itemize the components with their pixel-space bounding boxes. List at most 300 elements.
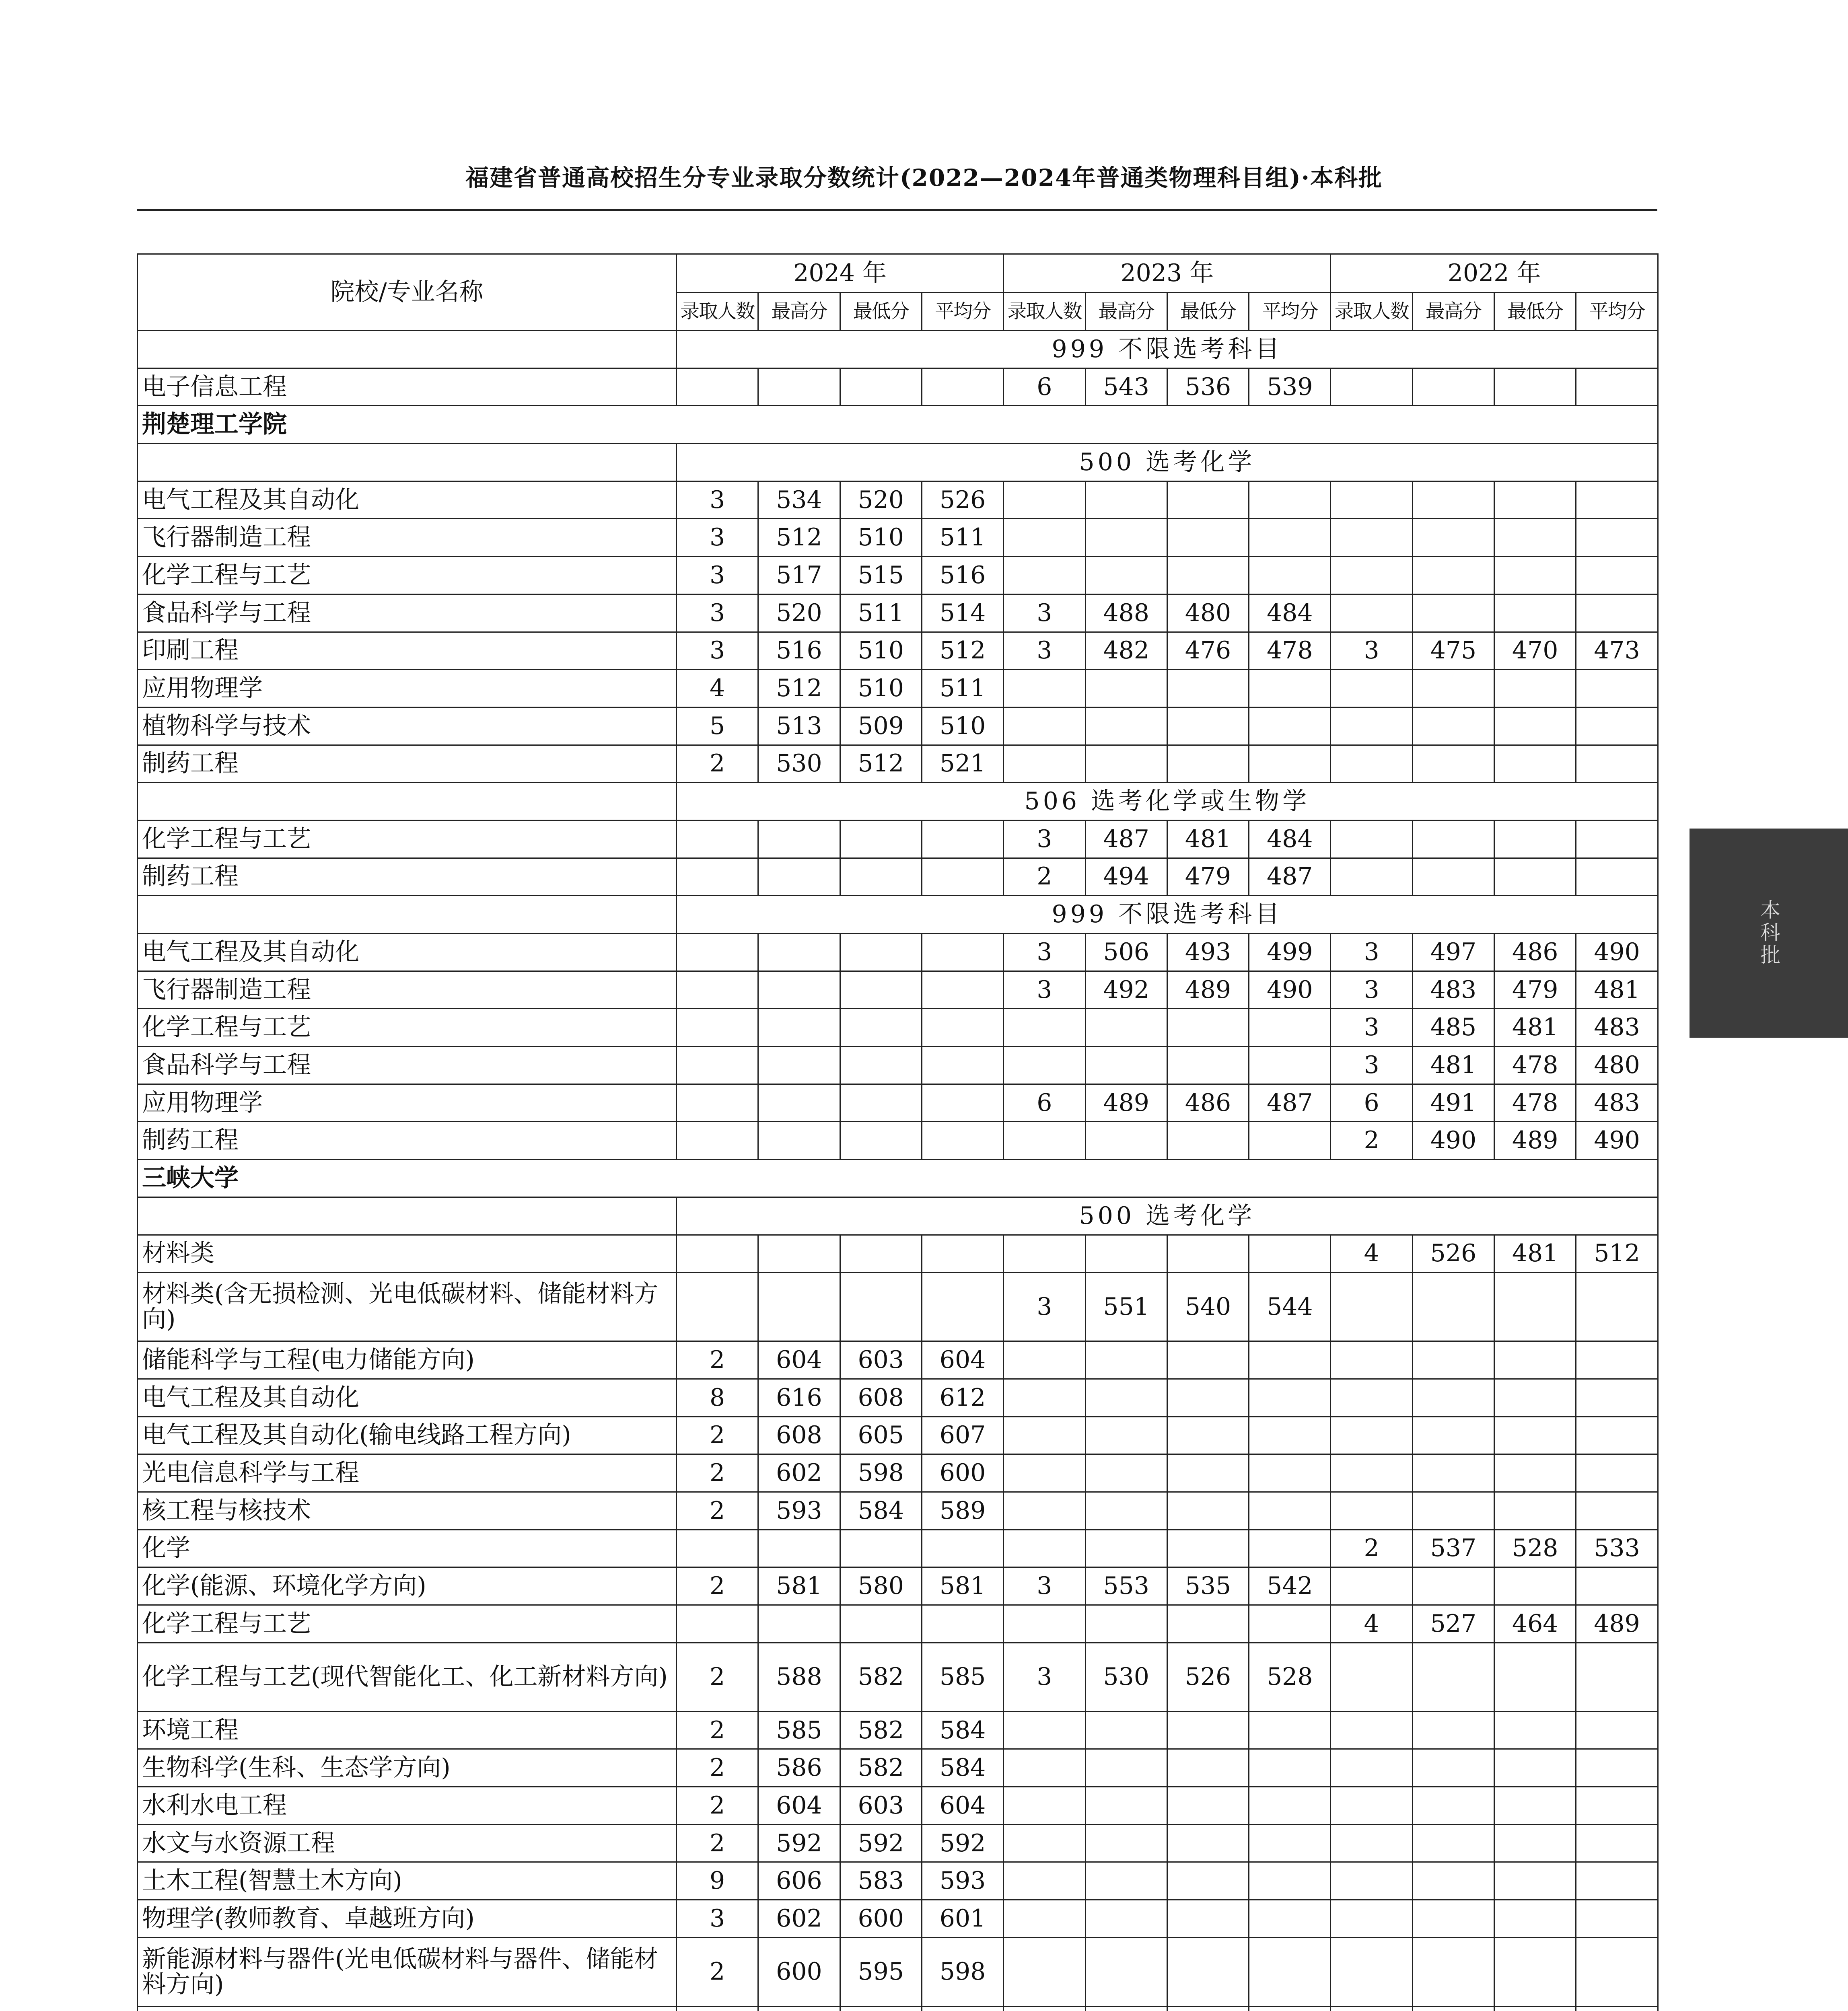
score-cell: 544 bbox=[1249, 1273, 1331, 1341]
score-cell bbox=[1576, 1643, 1658, 1711]
score-cell bbox=[758, 934, 840, 971]
score-cell bbox=[1085, 557, 1167, 594]
score-cell: 510 bbox=[840, 632, 922, 670]
subject-group-row bbox=[138, 896, 1658, 934]
score-cell bbox=[677, 1047, 758, 1084]
score-cell bbox=[1576, 2006, 1658, 2011]
score-cell bbox=[1576, 707, 1658, 745]
subject-group-label: 999 不限选考科目 bbox=[677, 331, 1658, 368]
score-cell bbox=[758, 1235, 840, 1273]
school-row bbox=[138, 406, 1658, 444]
score-cell bbox=[1576, 1862, 1658, 1900]
sub-header: 最高分 bbox=[1085, 293, 1167, 331]
score-cell: 490 bbox=[1249, 971, 1331, 1009]
score-cell bbox=[1576, 368, 1658, 406]
score-cell bbox=[1249, 670, 1331, 707]
score-cell: 482 bbox=[1085, 632, 1167, 670]
score-cell bbox=[1494, 1824, 1576, 1862]
score-cell bbox=[1167, 745, 1249, 783]
major-row bbox=[138, 820, 1658, 858]
school-name: 三峡大学 bbox=[138, 1160, 1658, 1197]
score-cell bbox=[1331, 557, 1412, 594]
score-cell bbox=[1576, 1937, 1658, 2006]
score-cell bbox=[1249, 1379, 1331, 1417]
score-cell bbox=[922, 1122, 1003, 1160]
score-cell: 470 bbox=[1494, 632, 1576, 670]
score-cell bbox=[1331, 1862, 1412, 1900]
score-cell bbox=[1494, 707, 1576, 745]
score-cell: 535 bbox=[1167, 1567, 1249, 1605]
sub-header: 最低分 bbox=[1494, 293, 1576, 331]
score-cell: 3 bbox=[1331, 632, 1412, 670]
score-cell bbox=[1249, 1862, 1331, 1900]
score-cell bbox=[1004, 1122, 1085, 1160]
score-cell: 598 bbox=[922, 1937, 1003, 2006]
score-cell: 473 bbox=[1576, 632, 1658, 670]
score-cell bbox=[1331, 481, 1412, 519]
score-cell: 5 bbox=[677, 707, 758, 745]
score-cell bbox=[1331, 1417, 1412, 1454]
score-cell: 510 bbox=[840, 670, 922, 707]
score-cell: 4 bbox=[677, 670, 758, 707]
score-cell bbox=[1249, 1235, 1331, 1273]
score-cell bbox=[1085, 1711, 1167, 1749]
score-cell bbox=[758, 1084, 840, 1122]
score-cell bbox=[1085, 1379, 1167, 1417]
score-cell: 533 bbox=[1576, 1530, 1658, 1567]
score-cell: 584 bbox=[922, 1711, 1003, 1749]
score-cell bbox=[1085, 1937, 1167, 2006]
score-cell: 509 bbox=[840, 707, 922, 745]
score-cell bbox=[922, 2006, 1003, 2011]
score-cell bbox=[758, 1605, 840, 1643]
score-cell bbox=[1331, 745, 1412, 783]
score-cell: 478 bbox=[1494, 1084, 1576, 1122]
score-cell bbox=[1167, 1122, 1249, 1160]
major-row bbox=[138, 1605, 1658, 1643]
school-row bbox=[138, 1160, 1658, 1197]
score-cell bbox=[1576, 1567, 1658, 1605]
score-cell bbox=[1494, 820, 1576, 858]
score-cell: 489 bbox=[1085, 1084, 1167, 1122]
score-cell bbox=[1249, 1417, 1331, 1454]
score-cell: 604 bbox=[922, 1341, 1003, 1379]
major-row bbox=[138, 1235, 1658, 1273]
score-cell bbox=[1085, 1417, 1167, 1454]
score-cell bbox=[1494, 1454, 1576, 1492]
score-cell bbox=[1004, 1530, 1085, 1567]
major-row bbox=[138, 1824, 1658, 1862]
score-cell bbox=[1494, 1567, 1576, 1605]
score-cell: 602 bbox=[758, 1900, 840, 1938]
score-cell bbox=[1576, 519, 1658, 557]
score-cell bbox=[1494, 1711, 1576, 1749]
score-cell bbox=[1004, 1235, 1085, 1273]
score-cell bbox=[1004, 1749, 1085, 1787]
major-row bbox=[138, 1567, 1658, 1605]
score-cell bbox=[1085, 1900, 1167, 1938]
score-cell bbox=[1249, 1749, 1331, 1787]
major-name: 物理学(教师教育、卓越班方向) bbox=[138, 1900, 677, 1938]
score-cell bbox=[1085, 1235, 1167, 1273]
score-cell bbox=[1085, 481, 1167, 519]
score-cell bbox=[922, 934, 1003, 971]
score-cell bbox=[1576, 1749, 1658, 1787]
score-cell bbox=[1004, 1824, 1085, 1862]
score-cell bbox=[1331, 1643, 1412, 1711]
score-cell bbox=[758, 971, 840, 1009]
score-cell bbox=[1494, 368, 1576, 406]
score-cell bbox=[840, 1084, 922, 1122]
major-name: 应用物理学 bbox=[138, 670, 677, 707]
score-cell bbox=[677, 1122, 758, 1160]
score-cell bbox=[1085, 707, 1167, 745]
score-cell bbox=[1576, 1454, 1658, 1492]
score-cell: 608 bbox=[758, 1417, 840, 1454]
score-cell: 593 bbox=[758, 1492, 840, 1530]
score-cell bbox=[840, 1530, 922, 1567]
score-cell bbox=[1085, 745, 1167, 783]
score-cell: 490 bbox=[1576, 1122, 1658, 1160]
score-cell bbox=[1004, 1454, 1085, 1492]
score-cell bbox=[1004, 745, 1085, 783]
score-cell bbox=[1167, 1530, 1249, 1567]
score-cell bbox=[1085, 1341, 1167, 1379]
score-cell: 487 bbox=[1249, 858, 1331, 896]
score-cell: 527 bbox=[1412, 1605, 1494, 1643]
score-cell bbox=[758, 1273, 840, 1341]
score-cell: 530 bbox=[1085, 1643, 1167, 1711]
score-cell bbox=[922, 1009, 1003, 1047]
score-cell bbox=[1167, 1787, 1249, 1825]
score-cell: 492 bbox=[1085, 971, 1167, 1009]
sub-header: 录取人数 bbox=[1004, 293, 1085, 331]
score-cell: 2 bbox=[677, 1824, 758, 1862]
year-header: 2023 年 bbox=[1004, 254, 1331, 293]
score-cell: 512 bbox=[1576, 1235, 1658, 1273]
score-cell: 6 bbox=[1004, 368, 1085, 406]
score-cell bbox=[1085, 519, 1167, 557]
score-cell bbox=[1331, 1937, 1412, 2006]
score-cell bbox=[1004, 1341, 1085, 1379]
score-cell bbox=[1085, 1047, 1167, 1084]
score-cell: 553 bbox=[1085, 1567, 1167, 1605]
major-name: 食品科学与工程 bbox=[138, 594, 677, 632]
score-cell: 4 bbox=[1331, 1235, 1412, 1273]
major-name: 水文与水资源工程 bbox=[138, 1824, 677, 1862]
major-row bbox=[138, 971, 1658, 1009]
score-cell: 481 bbox=[1576, 971, 1658, 1009]
score-cell: 606 bbox=[758, 1862, 840, 1900]
score-cell bbox=[1331, 594, 1412, 632]
score-cell bbox=[1249, 481, 1331, 519]
score-cell bbox=[758, 858, 840, 896]
score-cell bbox=[840, 1273, 922, 1341]
score-cell bbox=[1167, 1379, 1249, 1417]
score-cell bbox=[1004, 1047, 1085, 1084]
score-cell bbox=[1494, 519, 1576, 557]
score-cell bbox=[1249, 1711, 1331, 1749]
score-cell bbox=[1412, 594, 1494, 632]
score-cell bbox=[677, 1530, 758, 1567]
score-cell bbox=[1249, 1937, 1331, 2006]
score-cell bbox=[1412, 1937, 1494, 2006]
score-cell bbox=[1331, 820, 1412, 858]
score-cell: 2 bbox=[1331, 1122, 1412, 1160]
score-cell bbox=[1085, 2006, 1167, 2011]
score-cell: 616 bbox=[758, 1379, 840, 1417]
score-cell bbox=[922, 1605, 1003, 1643]
score-cell bbox=[1494, 1643, 1576, 1711]
score-cell: 489 bbox=[1576, 1605, 1658, 1643]
score-cell bbox=[1494, 1273, 1576, 1341]
score-cell bbox=[758, 1122, 840, 1160]
score-cell bbox=[1331, 707, 1412, 745]
score-cell bbox=[677, 368, 758, 406]
score-cell: 481 bbox=[1494, 1235, 1576, 1273]
score-cell bbox=[840, 971, 922, 1009]
score-cell: 3 bbox=[677, 632, 758, 670]
score-cell bbox=[1004, 1605, 1085, 1643]
score-cell: 534 bbox=[758, 481, 840, 519]
score-cell: 511 bbox=[922, 519, 1003, 557]
score-cell: 485 bbox=[1412, 1009, 1494, 1047]
score-table bbox=[137, 253, 1659, 2011]
score-cell: 484 bbox=[1249, 594, 1331, 632]
score-cell: 479 bbox=[1494, 971, 1576, 1009]
score-cell bbox=[1167, 1605, 1249, 1643]
score-cell bbox=[1331, 670, 1412, 707]
score-cell: 592 bbox=[840, 1824, 922, 1862]
score-cell: 517 bbox=[758, 557, 840, 594]
score-cell bbox=[1576, 557, 1658, 594]
major-row bbox=[138, 1900, 1658, 1938]
empty-cell bbox=[138, 783, 677, 820]
score-cell bbox=[1004, 1787, 1085, 1825]
score-cell: 528 bbox=[1494, 1530, 1576, 1567]
score-cell bbox=[758, 368, 840, 406]
major-name: 化学工程与工艺(现代智能化工、化工新材料方向) bbox=[138, 1643, 677, 1711]
score-cell bbox=[840, 2006, 922, 2011]
score-cell bbox=[1576, 670, 1658, 707]
score-cell bbox=[1494, 670, 1576, 707]
score-cell: 480 bbox=[1167, 594, 1249, 632]
score-cell bbox=[1085, 1009, 1167, 1047]
score-cell: 3 bbox=[1331, 1047, 1412, 1084]
score-cell bbox=[922, 820, 1003, 858]
score-cell bbox=[922, 1235, 1003, 1273]
score-cell bbox=[1249, 1900, 1331, 1938]
subject-group-label: 500 选考化学 bbox=[677, 1197, 1658, 1235]
score-cell: 2 bbox=[677, 1417, 758, 1454]
score-cell: 6 bbox=[1331, 1084, 1412, 1122]
empty-cell bbox=[138, 331, 677, 368]
score-cell: 3 bbox=[1331, 934, 1412, 971]
score-cell: 487 bbox=[1085, 820, 1167, 858]
score-cell bbox=[1085, 1605, 1167, 1643]
score-cell bbox=[1494, 481, 1576, 519]
score-cell bbox=[1331, 2006, 1412, 2011]
score-cell bbox=[1494, 2006, 1576, 2011]
score-cell bbox=[1167, 519, 1249, 557]
score-cell bbox=[1167, 1900, 1249, 1938]
score-cell bbox=[1331, 858, 1412, 896]
score-cell bbox=[1249, 1605, 1331, 1643]
score-cell bbox=[1412, 1749, 1494, 1787]
major-row bbox=[138, 557, 1658, 594]
score-cell: 603 bbox=[840, 1341, 922, 1379]
score-cell bbox=[1494, 1341, 1576, 1379]
score-cell: 584 bbox=[922, 1749, 1003, 1787]
score-cell bbox=[1331, 1567, 1412, 1605]
score-cell bbox=[1576, 481, 1658, 519]
score-cell: 521 bbox=[922, 745, 1003, 783]
score-cell bbox=[1167, 1417, 1249, 1454]
score-cell bbox=[1085, 1824, 1167, 1862]
score-cell bbox=[1412, 2006, 1494, 2011]
major-name: 化学工程与工艺 bbox=[138, 557, 677, 594]
major-name: 新能源材料与器件(光电低碳材料与器件、储能材料方向) bbox=[138, 1937, 677, 2006]
score-cell: 3 bbox=[1004, 632, 1085, 670]
score-cell bbox=[1167, 1749, 1249, 1787]
score-cell bbox=[1249, 1341, 1331, 1379]
score-cell bbox=[1576, 1273, 1658, 1341]
score-cell: 539 bbox=[1249, 368, 1331, 406]
score-cell bbox=[1412, 1567, 1494, 1605]
score-cell bbox=[1167, 1009, 1249, 1047]
score-cell: 584 bbox=[840, 1492, 922, 1530]
score-cell bbox=[1085, 1862, 1167, 1900]
score-cell: 2 bbox=[1331, 1530, 1412, 1567]
score-cell: 3 bbox=[1004, 1643, 1085, 1711]
major-row bbox=[138, 1341, 1658, 1379]
major-row bbox=[138, 481, 1658, 519]
score-cell: 2 bbox=[677, 1643, 758, 1711]
score-cell bbox=[1412, 820, 1494, 858]
score-cell: 607 bbox=[922, 1417, 1003, 1454]
score-cell bbox=[1412, 707, 1494, 745]
major-name: 制药工程 bbox=[138, 1122, 677, 1160]
score-cell bbox=[1085, 1749, 1167, 1787]
score-cell bbox=[840, 1235, 922, 1273]
score-cell bbox=[677, 971, 758, 1009]
major-row bbox=[138, 707, 1658, 745]
subject-group-row bbox=[138, 783, 1658, 820]
score-cell bbox=[1576, 858, 1658, 896]
score-cell: 3 bbox=[1004, 934, 1085, 971]
score-cell bbox=[1004, 1711, 1085, 1749]
major-row bbox=[138, 594, 1658, 632]
score-cell: 598 bbox=[840, 1454, 922, 1492]
score-cell: 526 bbox=[1167, 1643, 1249, 1711]
score-cell bbox=[1004, 1379, 1085, 1417]
score-cell: 483 bbox=[1576, 1009, 1658, 1047]
score-cell: 600 bbox=[840, 1900, 922, 1938]
score-cell: 490 bbox=[1412, 1122, 1494, 1160]
score-cell: 582 bbox=[840, 1749, 922, 1787]
score-cell bbox=[1412, 1787, 1494, 1825]
score-cell bbox=[1576, 1379, 1658, 1417]
score-cell bbox=[1004, 1937, 1085, 2006]
score-cell bbox=[1412, 1454, 1494, 1492]
score-cell bbox=[1249, 1122, 1331, 1160]
score-cell bbox=[840, 934, 922, 971]
score-cell: 479 bbox=[1167, 858, 1249, 896]
score-cell bbox=[1494, 1492, 1576, 1530]
score-cell bbox=[1494, 1937, 1576, 2006]
major-name: 飞行器制造工程 bbox=[138, 519, 677, 557]
score-cell bbox=[1167, 1711, 1249, 1749]
score-cell bbox=[1249, 1824, 1331, 1862]
major-row bbox=[138, 1749, 1658, 1787]
score-cell: 478 bbox=[1494, 1047, 1576, 1084]
major-row bbox=[138, 1122, 1658, 1160]
score-cell bbox=[1249, 745, 1331, 783]
subject-group-label: 506 选考化学或生物学 bbox=[677, 783, 1658, 820]
title-rule bbox=[137, 209, 1657, 211]
major-name: 电气工程及其自动化 bbox=[138, 481, 677, 519]
major-row bbox=[138, 1379, 1658, 1417]
score-cell bbox=[1494, 1379, 1576, 1417]
major-name: 储能科学与工程(电力储能方向) bbox=[138, 1341, 677, 1379]
major-row bbox=[138, 858, 1658, 896]
score-cell bbox=[1167, 1454, 1249, 1492]
score-cell bbox=[1494, 1862, 1576, 1900]
score-cell bbox=[1412, 858, 1494, 896]
score-cell bbox=[1004, 1862, 1085, 1900]
score-cell: 499 bbox=[1249, 934, 1331, 971]
major-row bbox=[138, 1084, 1658, 1122]
score-cell: 3 bbox=[677, 519, 758, 557]
score-cell bbox=[1412, 1492, 1494, 1530]
score-cell bbox=[1331, 1454, 1412, 1492]
score-cell: 537 bbox=[1412, 1530, 1494, 1567]
score-cell: 612 bbox=[922, 1379, 1003, 1417]
major-row bbox=[138, 519, 1658, 557]
score-cell bbox=[1412, 1862, 1494, 1900]
major-name: 核工程与核技术 bbox=[138, 1492, 677, 1530]
score-cell: 530 bbox=[758, 745, 840, 783]
score-cell: 582 bbox=[840, 1643, 922, 1711]
major-name: 印刷工程 bbox=[138, 632, 677, 670]
score-cell: 3 bbox=[1004, 594, 1085, 632]
major-name: 化学工程与工艺 bbox=[138, 1009, 677, 1047]
score-cell bbox=[922, 858, 1003, 896]
empty-cell bbox=[138, 444, 677, 481]
score-cell: 3 bbox=[677, 1900, 758, 1938]
score-cell: 484 bbox=[1249, 820, 1331, 858]
score-cell bbox=[1004, 1417, 1085, 1454]
score-cell: 2 bbox=[677, 1787, 758, 1825]
score-cell bbox=[1331, 1711, 1412, 1749]
score-cell: 586 bbox=[758, 1749, 840, 1787]
score-cell: 516 bbox=[922, 557, 1003, 594]
column-header-name: 院校/专业名称 bbox=[138, 254, 677, 331]
major-row bbox=[138, 2006, 1658, 2011]
score-cell: 585 bbox=[758, 1711, 840, 1749]
score-cell: 487 bbox=[1249, 1084, 1331, 1122]
score-cell bbox=[677, 858, 758, 896]
score-cell bbox=[1494, 1417, 1576, 1454]
score-cell bbox=[1167, 1047, 1249, 1084]
score-cell: 481 bbox=[1412, 1047, 1494, 1084]
score-cell bbox=[1085, 670, 1167, 707]
score-cell bbox=[1167, 707, 1249, 745]
major-row bbox=[138, 1643, 1658, 1711]
score-cell bbox=[1331, 1824, 1412, 1862]
score-cell bbox=[1085, 1787, 1167, 1825]
score-cell: 3 bbox=[677, 594, 758, 632]
